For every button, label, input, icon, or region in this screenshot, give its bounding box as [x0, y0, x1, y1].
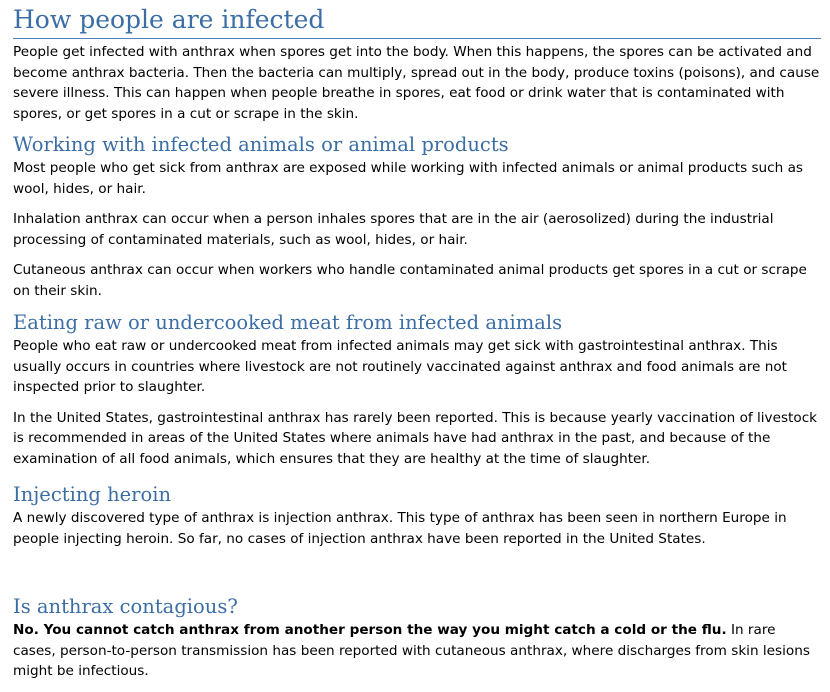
heroin-paragraph: A newly discovered type of anthrax is injection anthrax. This type of anthrax has been seen in northern Europe in people injecting heroin. So far, no cases of injection anthrax have been reported in the United States. — [13, 510, 787, 547]
eating-paragraph-2: In the United States, gastrointestinal anthrax has rarely been reported. This is because yearly vaccination of livestock is recommended in areas of the United States where animals have had anthrax in the past, and because of the examination of all food animals, which ensures that they are healthy at the time of slaughter. — [13, 409, 818, 467]
document-page — [13, 0, 821, 682]
page-title: How people are infected — [13, 4, 821, 39]
intro-paragraph: People get infected with anthrax when spores get into the body. When this happens, the spores can be activated and become anthrax bacteria. Then the bacteria can multiply, spread out in the body, produce toxins (poisons), and cause severe illness. This can happen when people breathe in spores, eat food or drink water that is contaminated with spores, or get spores in a cut or scrape in the skin. — [13, 44, 820, 122]
eating-paragraph-1: People who eat raw or undercooked meat from infected animals may get sick with gastrointestinal anthrax. This usually occurs in countries where livestock are not routinely vaccinated against anthrax and food animals are not inspected prior to slaughter. — [13, 338, 787, 395]
working-paragraph-2: Inhalation anthrax can occur when a person inhales spores that are in the air (aerosolized) during the industrial processing of contaminated materials, such as wool, hides, or hair. — [13, 211, 774, 248]
contagious-bold-lead: No. You cannot catch anthrax from another person the way you might catch a cold or the flu. — [13, 622, 727, 638]
section-heading-contagious: Is anthrax contagious? — [13, 595, 238, 618]
section-heading-working-with-animals: Working with infected animals or animal products — [13, 133, 509, 156]
section-heading-eating-meat: Eating raw or undercooked meat from infected animals — [13, 311, 563, 334]
section-heading-injecting-heroin: Injecting heroin — [13, 483, 172, 506]
working-paragraph-3: Cutaneous anthrax can occur when workers who handle contaminated animal products get spores in a cut or scrape on their skin. — [13, 262, 807, 299]
contagious-paragraph — [13, 620, 821, 682]
working-paragraph-1: Most people who get sick from anthrax are exposed while working with infected animals or animal products such as wool, hides, or hair. — [13, 160, 803, 197]
contagious-paragraph-rest: In rare cases, person-to-person transmission has been reported with cutaneous anthrax, where discharges from skin lesions might be infectious. — [13, 622, 810, 679]
